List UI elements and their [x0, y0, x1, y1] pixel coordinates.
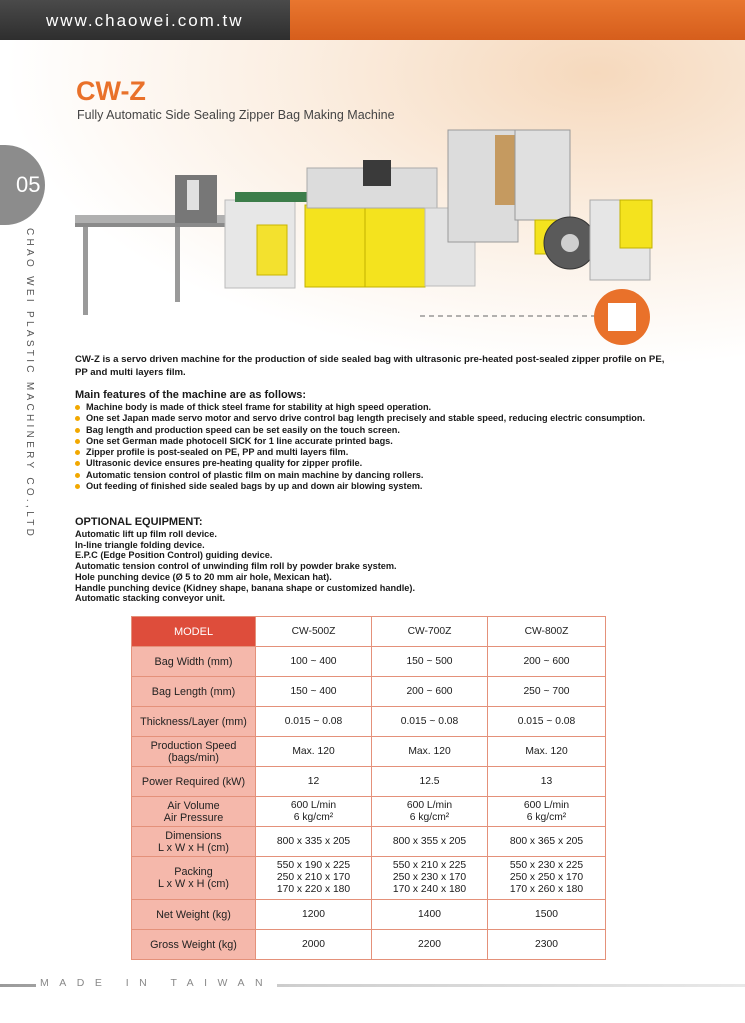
- spec-cell: 12.5: [372, 767, 488, 797]
- spec-label: Dimensions L x W x H (cm): [132, 827, 256, 857]
- spec-cell: 200 ~ 600: [372, 677, 488, 707]
- optional-heading: OPTIONAL EQUIPMENT:: [75, 516, 203, 528]
- table-row: [132, 857, 606, 900]
- page-number: 05: [16, 172, 41, 197]
- feature-item: Machine body is made of thick steel frame for stability at high speed operation.: [75, 402, 715, 413]
- top-bar-orange: [290, 0, 745, 40]
- spec-cell: 600 L/min 6 kg/cm²: [256, 797, 372, 827]
- spec-cell: 0.015 ~ 0.08: [372, 707, 488, 737]
- spec-cell: 250 ~ 700: [488, 677, 606, 707]
- spec-header-row: [132, 617, 606, 647]
- feature-item: Out feeding of finished side sealed bags by up and down air blowing system.: [75, 481, 715, 492]
- spec-label: Net Weight (kg): [132, 900, 256, 930]
- spec-header-model: MODEL: [132, 617, 256, 647]
- spec-cell: 550 x 210 x 225 250 x 230 x 170 170 x 240 x 180: [372, 857, 488, 900]
- table-row: [132, 737, 606, 767]
- feature-item: Zipper profile is post-sealed on PE, PP and multi layers film.: [75, 447, 715, 458]
- spec-label: Power Required (kW): [132, 767, 256, 797]
- product-description: CW-Z is a servo driven machine for the production of side sealed bag with ultrasonic pre-heated post-sealed zipper profile on PE, PP and multi layers film.: [75, 354, 665, 378]
- model-title: CW-Z: [76, 76, 146, 106]
- spec-cell: 2300: [488, 930, 606, 960]
- machine-illustration: [75, 120, 675, 350]
- spec-cell: 13: [488, 767, 606, 797]
- spec-label: Air Volume Air Pressure: [132, 797, 256, 827]
- spec-cell: 800 x 365 x 205: [488, 827, 606, 857]
- spec-label: Thickness/Layer (mm): [132, 707, 256, 737]
- optional-item: Automatic tension control of unwinding film roll by powder brake system.: [75, 561, 397, 572]
- spec-cell: 0.015 ~ 0.08: [256, 707, 372, 737]
- spec-cell: 0.015 ~ 0.08: [488, 707, 606, 737]
- optional-item: Handle punching device (Kidney shape, banana shape or customized handle).: [75, 582, 416, 593]
- model-subtitle: Fully Automatic Side Sealing Zipper Bag Making Machine: [77, 108, 395, 122]
- table-row: [132, 797, 606, 827]
- spec-label: Bag Width (mm): [132, 647, 256, 677]
- feature-item: Bag length and production speed can be set easily on the touch screen.: [75, 425, 715, 436]
- spec-label: Bag Length (mm): [132, 677, 256, 707]
- optional-item: In-line triangle folding device.: [75, 539, 205, 550]
- spec-cell: Max. 120: [372, 737, 488, 767]
- spec-cell: 1200: [256, 900, 372, 930]
- table-row: [132, 930, 606, 960]
- spec-cell: Max. 120: [256, 737, 372, 767]
- spec-cell: 2200: [372, 930, 488, 960]
- table-row: [132, 647, 606, 677]
- spec-cell: 100 ~ 400: [256, 647, 372, 677]
- spec-cell: 1500: [488, 900, 606, 930]
- spec-table: [131, 616, 606, 960]
- optional-item: E.P.C (Edge Position Control) guiding device.: [75, 550, 273, 561]
- feature-item: One set German made photocell SICK for 1 line accurate printed bags.: [75, 436, 715, 447]
- feature-item: Ultrasonic device ensures pre-heating quality for zipper profile.: [75, 458, 715, 469]
- site-url[interactable]: www.chaowei.com.tw: [46, 11, 244, 30]
- spec-cell: 200 ~ 600: [488, 647, 606, 677]
- spec-cell: 12: [256, 767, 372, 797]
- company-name-vertical: CHAO WEI PLASTIC MACHINERY CO.,LTD: [24, 228, 35, 540]
- top-bar: [0, 0, 745, 40]
- spec-cell: 550 x 230 x 225 250 x 250 x 170 170 x 260 x 180: [488, 857, 606, 900]
- spec-header-cell: CW-800Z: [488, 617, 606, 647]
- table-row: [132, 677, 606, 707]
- optional-item: Hole punching device (Ø 5 to 20 mm air hole, Mexican hat).: [75, 571, 332, 582]
- spec-header-cell: CW-700Z: [372, 617, 488, 647]
- spec-cell: 600 L/min 6 kg/cm²: [488, 797, 606, 827]
- spec-label: Gross Weight (kg): [132, 930, 256, 960]
- feature-item: One set Japan made servo motor and servo drive control bag length precisely and stable speed, reducing electric consumption.: [75, 413, 715, 424]
- spec-cell: 1400: [372, 900, 488, 930]
- features-heading: Main features of the machine are as follows:: [75, 389, 307, 401]
- spec-cell: 600 L/min 6 kg/cm²: [372, 797, 488, 827]
- table-row: [132, 767, 606, 797]
- optional-item: Automatic lift up film roll device.: [75, 529, 217, 539]
- spec-cell: 150 ~ 400: [256, 677, 372, 707]
- spec-cell: Max. 120: [488, 737, 606, 767]
- table-row: [132, 827, 606, 857]
- made-in-label: MADE IN TAIWAN: [36, 977, 277, 989]
- table-row: [132, 900, 606, 930]
- spec-cell: 2000: [256, 930, 372, 960]
- spec-cell: 150 ~ 500: [372, 647, 488, 677]
- optional-item: Automatic stacking conveyor unit.: [75, 593, 226, 604]
- features-list: [75, 402, 715, 492]
- spec-cell: 800 x 335 x 205: [256, 827, 372, 857]
- spec-label: Production Speed (bags/min): [132, 737, 256, 767]
- spec-cell: 800 x 355 x 205: [372, 827, 488, 857]
- spec-header-cell: CW-500Z: [256, 617, 372, 647]
- spec-label: Packing L x W x H (cm): [132, 857, 256, 900]
- optional-list: [75, 529, 415, 604]
- table-row: [132, 707, 606, 737]
- feature-item: Automatic tension control of plastic film on main machine by dancing rollers.: [75, 470, 715, 481]
- spec-cell: 550 x 190 x 225 250 x 210 x 170 170 x 220 x 180: [256, 857, 372, 900]
